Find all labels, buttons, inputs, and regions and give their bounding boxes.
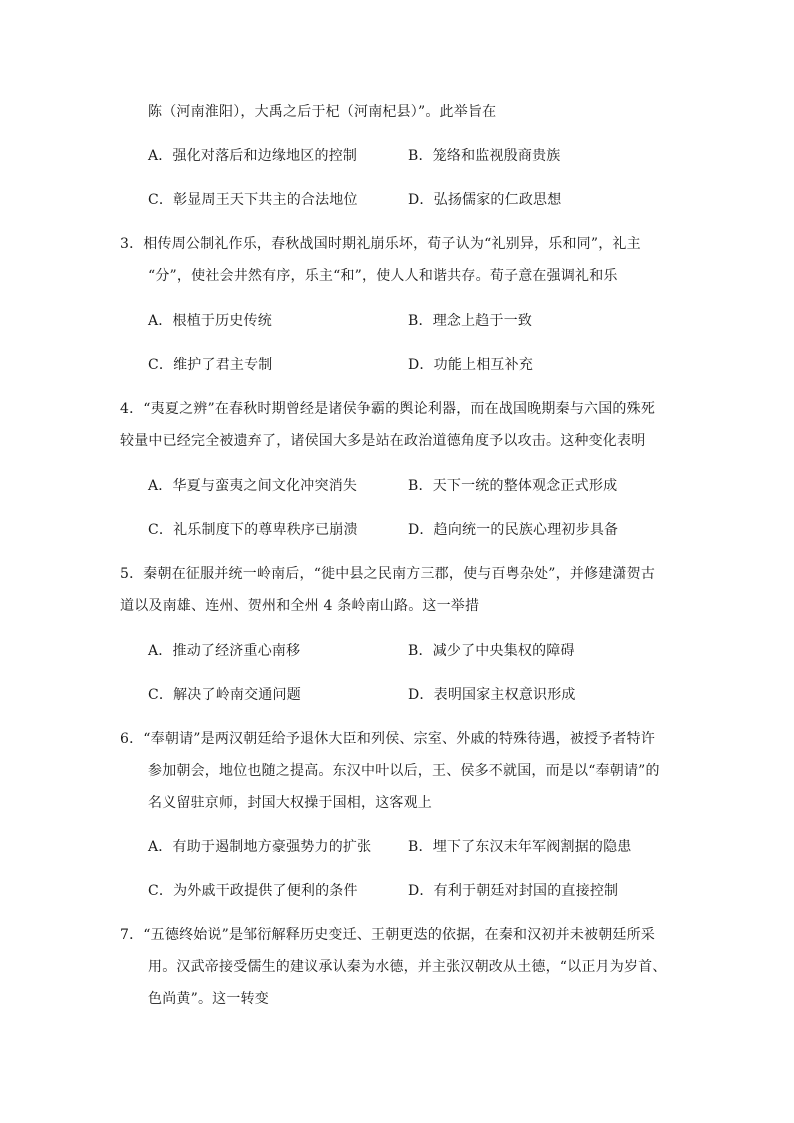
q5-option-b: B．减少了中央集权的障碍 [408,643,575,659]
q2-option-a: A．强化对落后和边缘地区的控制 [148,148,358,164]
q6-option-d: D．有利于朝廷对封国的直接控制 [408,883,619,899]
q4-stem-line-2: 较量中已经完全被遗弃了，诸侯国大多是站在政治道德角度予以攻击。这种变化表明 [120,433,646,449]
q4-stem-line-1: 4．“夷夏之辨”在春秋时期曾经是诸侯争霸的舆论利器，而在战国晚期秦与六国的殊死 [120,401,656,417]
q5-option-a: A．推动了经济重心南移 [148,643,301,659]
q6-stem-line-2: 参加朝会，地位也随之提高。东汉中叶以后，王、侯多不就国，而是以“奉朝请”的 [148,763,660,779]
q2-option-c: C．彰显周王天下共主的合法地位 [148,192,358,208]
q5-option-d: D．表明国家主权意识形成 [408,687,576,703]
q2-option-b: B．笼络和监视殷商贵族 [408,148,561,164]
q6-option-c: C．为外戚干政提供了便利的条件 [148,883,358,899]
q2-option-d: D．弘扬儒家的仁政思想 [408,192,562,208]
q5-option-c: C．解决了岭南交通问题 [148,687,301,703]
q3-option-c: C．维护了君主专制 [148,357,273,373]
q2-stem-tail: 陈（河南淮阳），大禹之后于杞（河南杞县）”。此举旨在 [148,104,497,120]
q4-option-c: C．礼乐制度下的尊卑秩序已崩溃 [148,522,358,538]
q6-stem-line-3: 名义留驻京师，封国大权操于国相，这客观上 [148,795,432,811]
q7-stem-line-3: 色尚黄”。这一转变 [148,991,269,1007]
q4-option-a: A．华夏与蛮夷之间文化冲突消失 [148,478,358,494]
q4-option-d: D．趋向统一的民族心理初步具备 [408,522,619,538]
q5-stem-line-2: 道以及南雄、连州、贺州和全州 4 条岭南山路。这一举措 [120,598,480,614]
q7-stem-line-1: 7．“五德终始说”是邹衍解释历史变迁、王朝更迭的依据，在秦和汉初并未被朝廷所采 [120,927,656,943]
q7-stem-line-2: 用。汉武帝接受儒生的建议承认秦为水德，并主张汉朝改从土德，“以正月为岁首、 [148,959,667,975]
q6-stem-line-1: 6．“奉朝请”是两汉朝廷给予退休大臣和列侯、宗室、外戚的特殊待遇，被授予者特许 [120,731,656,747]
q5-stem-line-1: 5．秦朝在征服并统一岭南后，“徙中县之民南方三郡，使与百粤杂处”，并修建潇贺古 [120,566,656,582]
q3-option-d: D．功能上相互补充 [408,357,534,373]
q6-option-b: B．埋下了东汉末年军阀割据的隐患 [408,839,632,855]
q6-option-a: A．有助于遏制地方豪强势力的扩张 [148,839,372,855]
q3-stem-line-1: 3．相传周公制礼作乐，春秋战国时期礼崩乐坏，荀子认为“礼别异，乐和同”，礼主 [120,236,641,252]
q3-option-a: A．根植于历史传统 [148,313,272,329]
q3-option-b: B．理念上趋于一致 [408,313,533,329]
q3-stem-line-2: “分”，使社会井然有序，乐主“和”，使人人和谐共存。荀子意在强调礼和乐 [148,268,618,284]
q4-option-b: B．天下一统的整体观念正式形成 [408,478,618,494]
